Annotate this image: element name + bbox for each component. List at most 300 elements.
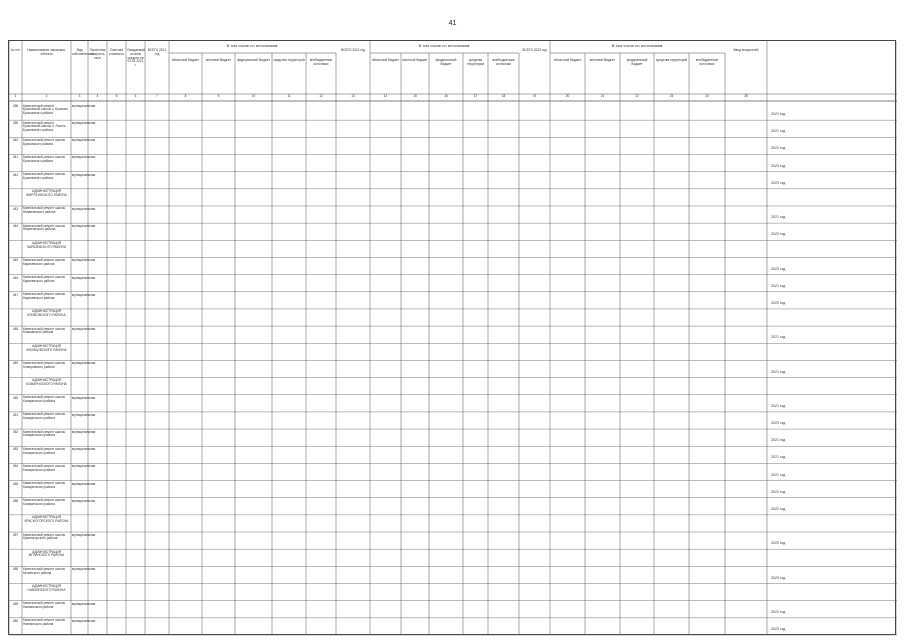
value-cell-c6 [127,487,144,492]
column-number-16: 16 [444,94,448,98]
value-cell-c21 [586,178,619,183]
value-cell-c21 [586,367,619,372]
value-cell-c16 [430,504,462,509]
value-cell-c21 [586,127,619,132]
value-cell-c10 [236,298,271,303]
value-cell-c21 [586,590,619,595]
value-cell-c7 [146,127,168,132]
value-cell-c20 [551,127,584,132]
value-cell-c5 [108,333,125,338]
commissioning-year: 2021 год [771,455,786,460]
value-cell-c5 [108,367,125,372]
value-cell-c5 [108,298,125,303]
value-cell-c6 [127,230,144,235]
ownership-type: муниципальная [72,601,96,606]
value-cell-c21 [586,144,619,149]
commissioning-year: 2022 год [771,232,786,237]
value-cell-c20 [551,195,584,200]
value-cell-c8 [170,556,201,561]
ownership-type: муниципальная [72,224,96,229]
section-title: АДМИНИСТРАЦИЯ КАРАЧЕВСКОГО РАЙОНА [27,240,66,249]
value-cell-c20 [551,418,584,423]
value-cell-c9 [203,281,234,286]
value-cell-c16 [430,230,462,235]
value-cell-c13 [337,521,369,526]
value-cell-c8 [170,521,201,526]
column-header-24: внебюджетные источники [695,58,719,66]
section-title: АДМИНИСТРАЦИЯ НАВЛИНСКОГО РАЙОНА [27,584,66,592]
value-cell-c22 [621,367,653,372]
value-cell-c8 [170,539,201,544]
value-cell-c15 [402,470,428,475]
value-cell-c16 [430,298,462,303]
value-cell-c21 [586,453,619,458]
value-cell-c4 [89,161,106,166]
ownership-type [72,551,87,565]
value-cell-c13 [337,161,369,166]
value-cell-c21 [586,195,619,200]
value-cell-c10 [236,418,271,423]
value-cell-c21 [586,316,619,321]
ownership-type: муниципальная [72,533,96,538]
value-cell-c6 [127,607,144,612]
group-header-2023: В том числе по источникам: [611,43,664,48]
ownership-type: муниципальная [72,412,96,417]
value-cell-c7 [146,453,168,458]
value-cell-c6 [127,195,144,200]
value-cell-c14 [371,350,400,355]
value-cell-c21 [586,470,619,475]
value-cell-c19 [520,178,549,183]
value-cell-c6 [127,539,144,544]
column-header-20: областной бюджет [553,58,582,62]
value-cell-c16 [430,418,462,423]
value-cell-c20 [551,436,584,441]
value-cell-c10 [236,573,271,578]
group-header-2021: В том числе по источникам: [226,43,279,48]
value-cell-c10 [236,316,271,321]
value-cell-c5 [108,436,125,441]
value-cell-c4 [89,590,106,595]
column-header-1: № п/п [11,48,20,52]
value-cell-c7 [146,436,168,441]
value-cell-c6 [127,333,144,338]
value-cell-c21 [586,281,619,286]
column-number-10: 10 [251,94,256,98]
value-cell-c6 [127,298,144,303]
value-cell-c7 [146,418,168,423]
value-cell-c7 [146,316,168,321]
value-cell-c15 [402,213,428,218]
value-cell-c9 [203,418,234,423]
row-number: 441 [12,155,19,160]
commissioning-year [771,525,894,530]
value-cell-c4 [89,624,106,629]
row-number: 440 [12,138,19,143]
value-cell-c6 [127,504,144,509]
row-number: 438 [12,104,19,108]
commissioning-year [771,319,894,324]
value-cell-c13 [337,333,369,338]
value-cell-c7 [146,195,168,200]
value-cell-c22 [621,213,653,218]
value-cell-c6 [127,127,144,132]
value-cell-c9 [203,556,234,561]
value-cell-c10 [236,367,271,372]
value-cell-c19 [520,333,549,338]
value-cell-c7 [146,110,168,115]
value-cell-c4 [89,333,106,338]
object-name: Капитальный ремонт школы Карачевского района [23,292,66,301]
value-cell-c8 [170,316,201,321]
value-cell-c21 [586,418,619,423]
value-cell-c13 [337,144,369,149]
value-cell-c16 [430,624,462,629]
value-cell-c14 [371,539,400,544]
value-cell-c7 [146,521,168,526]
value-cell-c6 [127,247,144,252]
value-cell-c14 [371,110,400,115]
value-cell-c5 [108,144,125,149]
value-cell-c19 [520,521,549,526]
commissioning-year: 2023 год [771,163,786,168]
value-cell-c14 [371,487,400,492]
value-cell-c10 [236,607,271,612]
value-cell-c22 [621,556,653,561]
value-cell-c16 [430,333,462,338]
value-cell-c9 [203,195,234,200]
value-cell-c14 [371,384,400,389]
value-cell-c5 [108,213,125,218]
value-cell-c22 [621,230,653,235]
ownership-type: муниципальная [72,292,96,297]
value-cell-c9 [203,161,234,166]
value-cell-c21 [586,539,619,544]
value-cell-c15 [402,247,428,252]
column-header-7: ВСЕГО 2021 год [147,48,167,56]
value-cell-c14 [371,230,400,235]
commissioning-year [771,559,894,564]
value-cell-c13 [337,213,369,218]
value-cell-c21 [586,110,619,115]
value-cell-c15 [402,539,428,544]
value-cell-c10 [236,161,271,166]
value-cell-c15 [402,316,428,321]
value-cell-c14 [371,453,400,458]
value-cell-c19 [520,556,549,561]
value-cell-c19 [520,624,549,629]
budget-table [8,40,896,635]
value-cell-c6 [127,418,144,423]
column-number-9: 9 [217,94,220,98]
value-cell-c15 [402,418,428,423]
value-cell-c19 [520,316,549,321]
value-cell-c8 [170,436,201,441]
value-cell-c9 [203,401,234,406]
value-cell-c4 [89,470,106,475]
value-cell-c14 [371,607,400,612]
value-cell-c10 [236,195,271,200]
value-cell-c10 [236,539,271,544]
value-cell-c15 [402,590,428,595]
ownership-type: муниципальная [72,327,96,332]
value-cell-c20 [551,247,584,252]
value-cell-c22 [621,453,653,458]
value-cell-c22 [621,607,653,612]
value-cell-c20 [551,573,584,578]
commissioning-year: 2023 год [771,627,786,631]
value-cell-c4 [89,521,106,526]
value-cell-c19 [520,350,549,355]
object-name: Капитальный ремонт школы Брасовского района [23,172,66,180]
value-cell-c9 [203,487,234,492]
value-cell-c9 [203,590,234,595]
value-cell-c19 [520,367,549,372]
value-cell-c13 [337,573,369,578]
value-cell-c20 [551,333,584,338]
value-cell-c14 [371,436,400,441]
value-cell-c7 [146,470,168,475]
value-cell-c21 [586,556,619,561]
value-cell-c15 [402,487,428,492]
value-cell-c20 [551,367,584,372]
commissioning-year [771,199,894,204]
column-header-19: ВСЕГО 2023 год [522,48,547,52]
value-cell-c4 [89,556,106,561]
value-cell-c5 [108,247,125,252]
column-number-22: 22 [635,94,639,98]
value-cell-c7 [146,556,168,561]
ownership-type: муниципальная [72,430,96,435]
value-cell-c15 [402,384,428,389]
row-number: 447 [12,292,19,297]
value-cell-c21 [586,521,619,526]
value-cell-c21 [586,161,619,166]
value-cell-c19 [520,470,549,475]
value-cell-c7 [146,298,168,303]
row-number: 439 [12,121,19,126]
value-cell-c22 [621,178,653,183]
value-cell-c9 [203,453,234,458]
value-cell-c5 [108,418,125,423]
commissioning-year: 2022 год [771,506,786,511]
value-cell-c5 [108,487,125,492]
value-cell-c13 [337,418,369,423]
value-cell-c22 [621,247,653,252]
value-cell-c8 [170,161,201,166]
value-cell-c8 [170,281,201,286]
value-cell-c8 [170,607,201,612]
value-cell-c15 [402,521,428,526]
value-cell-c5 [108,127,125,132]
value-cell-c7 [146,144,168,149]
value-cell-c16 [430,127,462,132]
value-cell-c22 [621,384,653,389]
value-cell-c20 [551,316,584,321]
ownership-type: муниципальная [72,447,96,452]
object-name: Капитальный ремонт школы Брасовского района [23,154,66,163]
row-number: 450 [12,395,19,400]
object-name: Капитальный ремонт школы Комаричского района [23,429,66,438]
value-cell-c14 [371,161,400,166]
column-header-12: внебюджетные источники [309,58,333,66]
value-cell-c20 [551,298,584,303]
row-number: 453 [12,447,19,452]
value-cell-c5 [108,281,125,286]
value-cell-c9 [203,539,234,544]
commissioning-year [771,594,894,599]
value-cell-c4 [89,350,106,355]
value-cell-c13 [337,487,369,492]
value-cell-c22 [621,316,653,321]
row-number [10,517,21,531]
object-name: Капитальный ремонт школы Навлинского района [23,618,66,627]
value-cell-c20 [551,230,584,235]
value-cell-c14 [371,195,400,200]
value-cell-c22 [621,281,653,286]
value-cell-c8 [170,213,201,218]
value-cell-c8 [170,401,201,406]
value-cell-c4 [89,367,106,372]
ownership-type: муниципальная [72,138,96,143]
commissioning-year: 2021 год [771,215,786,220]
row-number [10,311,21,325]
value-cell-c7 [146,178,168,183]
value-cell-c22 [621,470,653,475]
value-cell-c13 [337,298,369,303]
commissioning-year: 2023 год [771,180,786,185]
value-cell-c14 [371,624,400,629]
value-cell-c13 [337,281,369,286]
value-cell-c10 [236,144,271,149]
column-header-8: областной бюджет [171,58,200,62]
column-number-12: 12 [319,94,323,98]
value-cell-c10 [236,436,271,441]
ownership-type: муниципальная [72,567,96,572]
column-header-4: Проектная мощность, кв.м [89,48,106,60]
value-cell-c19 [520,195,549,200]
value-cell-c19 [520,281,549,286]
value-cell-c21 [586,264,619,269]
section-title: АДМИНИСТРАЦИЯ МГЛИНСКОГО РАЙОНА [28,549,65,558]
value-cell-c22 [621,110,653,115]
value-cell-c19 [520,539,549,544]
column-number-7: 7 [156,94,158,98]
section-title: АДМИНИСТРАЦИЯ КОМАРИЧСКОГО РАЙОНА [26,378,67,386]
row-number: 442 [12,172,19,177]
value-cell-c19 [520,573,549,578]
column-header-15: местный бюджет [402,58,428,62]
commissioning-year: 2022 год [771,541,786,546]
value-cell-c16 [430,281,462,286]
value-cell-c14 [371,401,400,406]
column-header-14: областной бюджет [371,58,400,62]
commissioning-year: 2022 год [771,609,786,614]
group-header-2022: В том числе по источникам: [418,43,471,48]
value-cell-c22 [621,624,653,629]
value-cell-c16 [430,539,462,544]
value-cell-c10 [236,350,271,355]
object-name: Капитальный ремонт школы Навлинского района [23,601,66,609]
value-cell-c22 [621,418,653,423]
value-cell-c5 [108,178,125,183]
ownership-type: муниципальная [72,172,96,177]
value-cell-c16 [430,367,462,372]
column-number-15: 15 [413,94,417,98]
value-cell-c5 [108,350,125,355]
ownership-type [72,380,87,394]
value-cell-c15 [402,195,428,200]
column-number-11: 11 [287,94,291,98]
value-cell-c13 [337,556,369,561]
value-cell-c7 [146,539,168,544]
object-name: Капитальный ремонт школы Жирятинского района [23,206,66,215]
value-cell-c6 [127,110,144,115]
value-cell-c15 [402,504,428,509]
value-cell-c19 [520,110,549,115]
value-cell-c13 [337,350,369,355]
value-cell-c10 [236,264,271,269]
value-cell-c4 [89,230,106,235]
value-cell-c21 [586,384,619,389]
value-cell-c9 [203,384,234,389]
value-cell-c15 [402,230,428,235]
value-cell-c9 [203,436,234,441]
row-number [10,551,21,565]
commissioning-year: 2021 год [771,369,786,374]
value-cell-c20 [551,161,584,166]
value-cell-c8 [170,144,201,149]
commissioning-year: 2023 год [771,421,786,426]
value-cell-c4 [89,401,106,406]
value-cell-c10 [236,521,271,526]
value-cell-c15 [402,350,428,355]
value-cell-c13 [337,127,369,132]
value-cell-c9 [203,350,234,355]
column-header-16: федеральный бюджет [435,58,457,66]
value-cell-c22 [621,521,653,526]
commissioning-year [771,250,894,255]
value-cell-c21 [586,624,619,629]
ownership-type: муниципальная [72,618,96,623]
value-cell-c4 [89,573,106,578]
value-cell-c15 [402,110,428,115]
value-cell-c14 [371,127,400,132]
value-cell-c21 [586,487,619,492]
value-cell-c20 [551,264,584,269]
value-cell-c13 [337,316,369,321]
value-cell-c4 [89,487,106,492]
value-cell-c8 [170,195,201,200]
value-cell-c14 [371,298,400,303]
value-cell-c4 [89,504,106,509]
value-cell-c21 [586,230,619,235]
value-cell-c7 [146,247,168,252]
object-name: Капитальный ремонт школы Карачевского района [23,257,66,266]
value-cell-c14 [371,264,400,269]
value-cell-c6 [127,470,144,475]
value-cell-c15 [402,281,428,286]
column-header-23: средства территорий [655,58,688,62]
value-cell-c13 [337,367,369,372]
value-cell-c10 [236,624,271,629]
object-name: Капитальный ремонт школы Мглинского района [23,566,66,575]
value-cell-c21 [586,401,619,406]
value-cell-c20 [551,110,584,115]
value-cell-c8 [170,247,201,252]
value-cell-c9 [203,470,234,475]
value-cell-c19 [520,401,549,406]
